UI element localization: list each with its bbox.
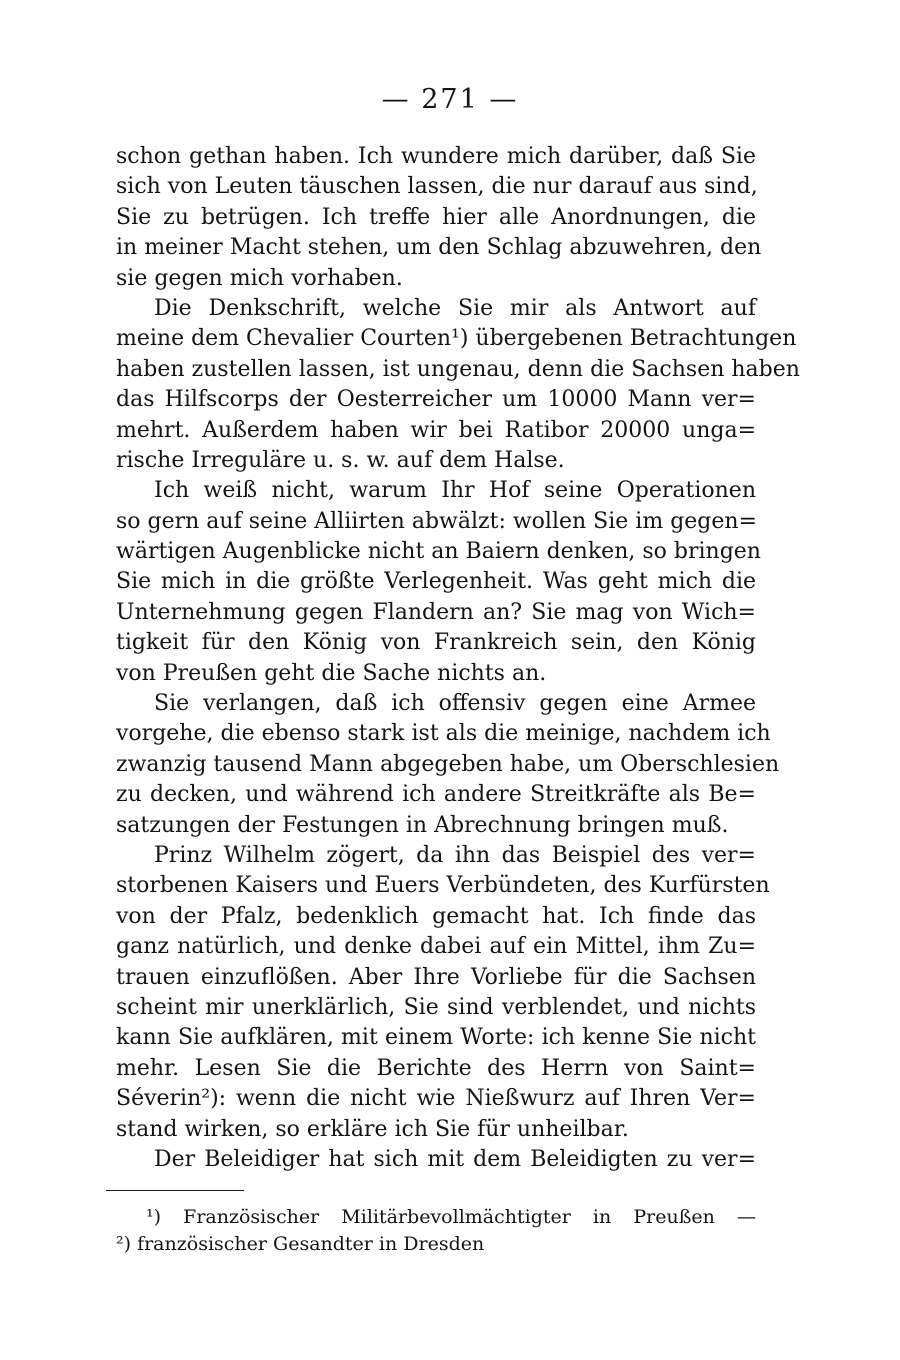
text-line: wärtigen Augenblicke nicht an Baiern denken, so bringen (116, 539, 761, 565)
text-line: vorgehe, die ebenso stark ist als die meinige, nachdem ich (116, 721, 771, 747)
text-line: storbenen Kaisers und Euers Verbündeten, des Kurfürsten (116, 873, 770, 899)
text-line: Sie zu betrügen. Ich treffe hier alle Anordnungen, die (116, 204, 756, 230)
text-line: tigkeit für den König von Frankreich sein, den König (116, 630, 756, 656)
text-line: von Preußen geht die Sache nichts an. (116, 660, 547, 686)
text-line: so gern auf seine Alliirten abwälzt: wollen Sie im gegen= (116, 508, 757, 534)
text-line: Ich weiß nicht, warum Ihr Hof seine Operationen (154, 478, 756, 504)
text-line: mehr. Lesen Sie die Berichte des Herrn von Saint= (116, 1055, 756, 1081)
text-line: mehrt. Außerdem haben wir bei Ratibor 20000 unga= (116, 417, 756, 443)
text-line: das Hilfscorps der Oesterreicher um 10000 Mann ver= (116, 387, 756, 413)
text-line: kann Sie aufklären, mit einem Worte: ich kenne Sie nicht (116, 1025, 756, 1051)
text-line: in meiner Macht stehen, um den Schlag abzuwehren, den (116, 235, 762, 261)
text-line: trauen einzuflößen. Aber Ihre Vorliebe für die Sachsen (116, 964, 756, 990)
text-line: Prinz Wilhelm zögert, da ihn das Beispiel des ver= (154, 842, 756, 868)
text-line: sich von Leuten täuschen lassen, die nur darauf aus sind, (116, 174, 758, 200)
text-line: Séverin²): wenn die nicht wie Nießwurz auf Ihren Ver= (116, 1086, 756, 1112)
footnote-separator (106, 1190, 244, 1191)
text-line: Sie mich in die größte Verlegenheit. Was geht mich die (116, 569, 756, 595)
text-line: haben zustellen lassen, ist ungenau, denn die Sachsen haben (116, 356, 800, 382)
body-text (116, 142, 800, 1175)
text-line: Die Denkschrift, welche Sie mir als Antwort auf (154, 295, 756, 321)
footnotes (116, 1204, 756, 1258)
page-number: — 271 — (381, 84, 519, 115)
text-line: zwanzig tausend Mann abgegeben habe, um Oberschlesien (116, 751, 780, 777)
text-line: sie gegen mich vorhaben. (116, 265, 403, 291)
text-line: rische Irreguläre u. s. w. auf dem Halse. (116, 447, 565, 473)
footnote-2: ²) französischer Gesandter in Dresden (116, 1233, 485, 1255)
text-line: zu decken, und während ich andere Streitkräfte als Be= (116, 782, 756, 808)
text-line: satzungen der Festungen in Abrechnung bringen muß. (116, 812, 729, 838)
text-line: von der Pfalz, bedenklich gemacht hat. Ich finde das (116, 903, 756, 929)
text-line: meine dem Chevalier Courten¹) übergebenen Betrachtungen (116, 326, 797, 352)
text-line: Unternehmung gegen Flandern an? Sie mag von Wich= (116, 599, 756, 625)
text-line: Der Beleidiger hat sich mit dem Beleidigten zu ver= (154, 1146, 756, 1172)
text-line: stand wirken, so erkläre ich Sie für unheilbar. (116, 1116, 629, 1142)
text-line: ganz natürlich, und denke dabei auf ein Mittel, ihm Zu= (116, 934, 756, 960)
text-line: scheint mir unerklärlich, Sie sind verblendet, und nichts (116, 994, 756, 1020)
text-line: schon gethan haben. Ich wundere mich darüber, daß Sie (116, 144, 756, 169)
text-line: Sie verlangen, daß ich offensiv gegen eine Armee (154, 691, 756, 717)
footnote-1: ¹) Französischer Militärbevollmächtigter in Preußen — (146, 1206, 756, 1228)
